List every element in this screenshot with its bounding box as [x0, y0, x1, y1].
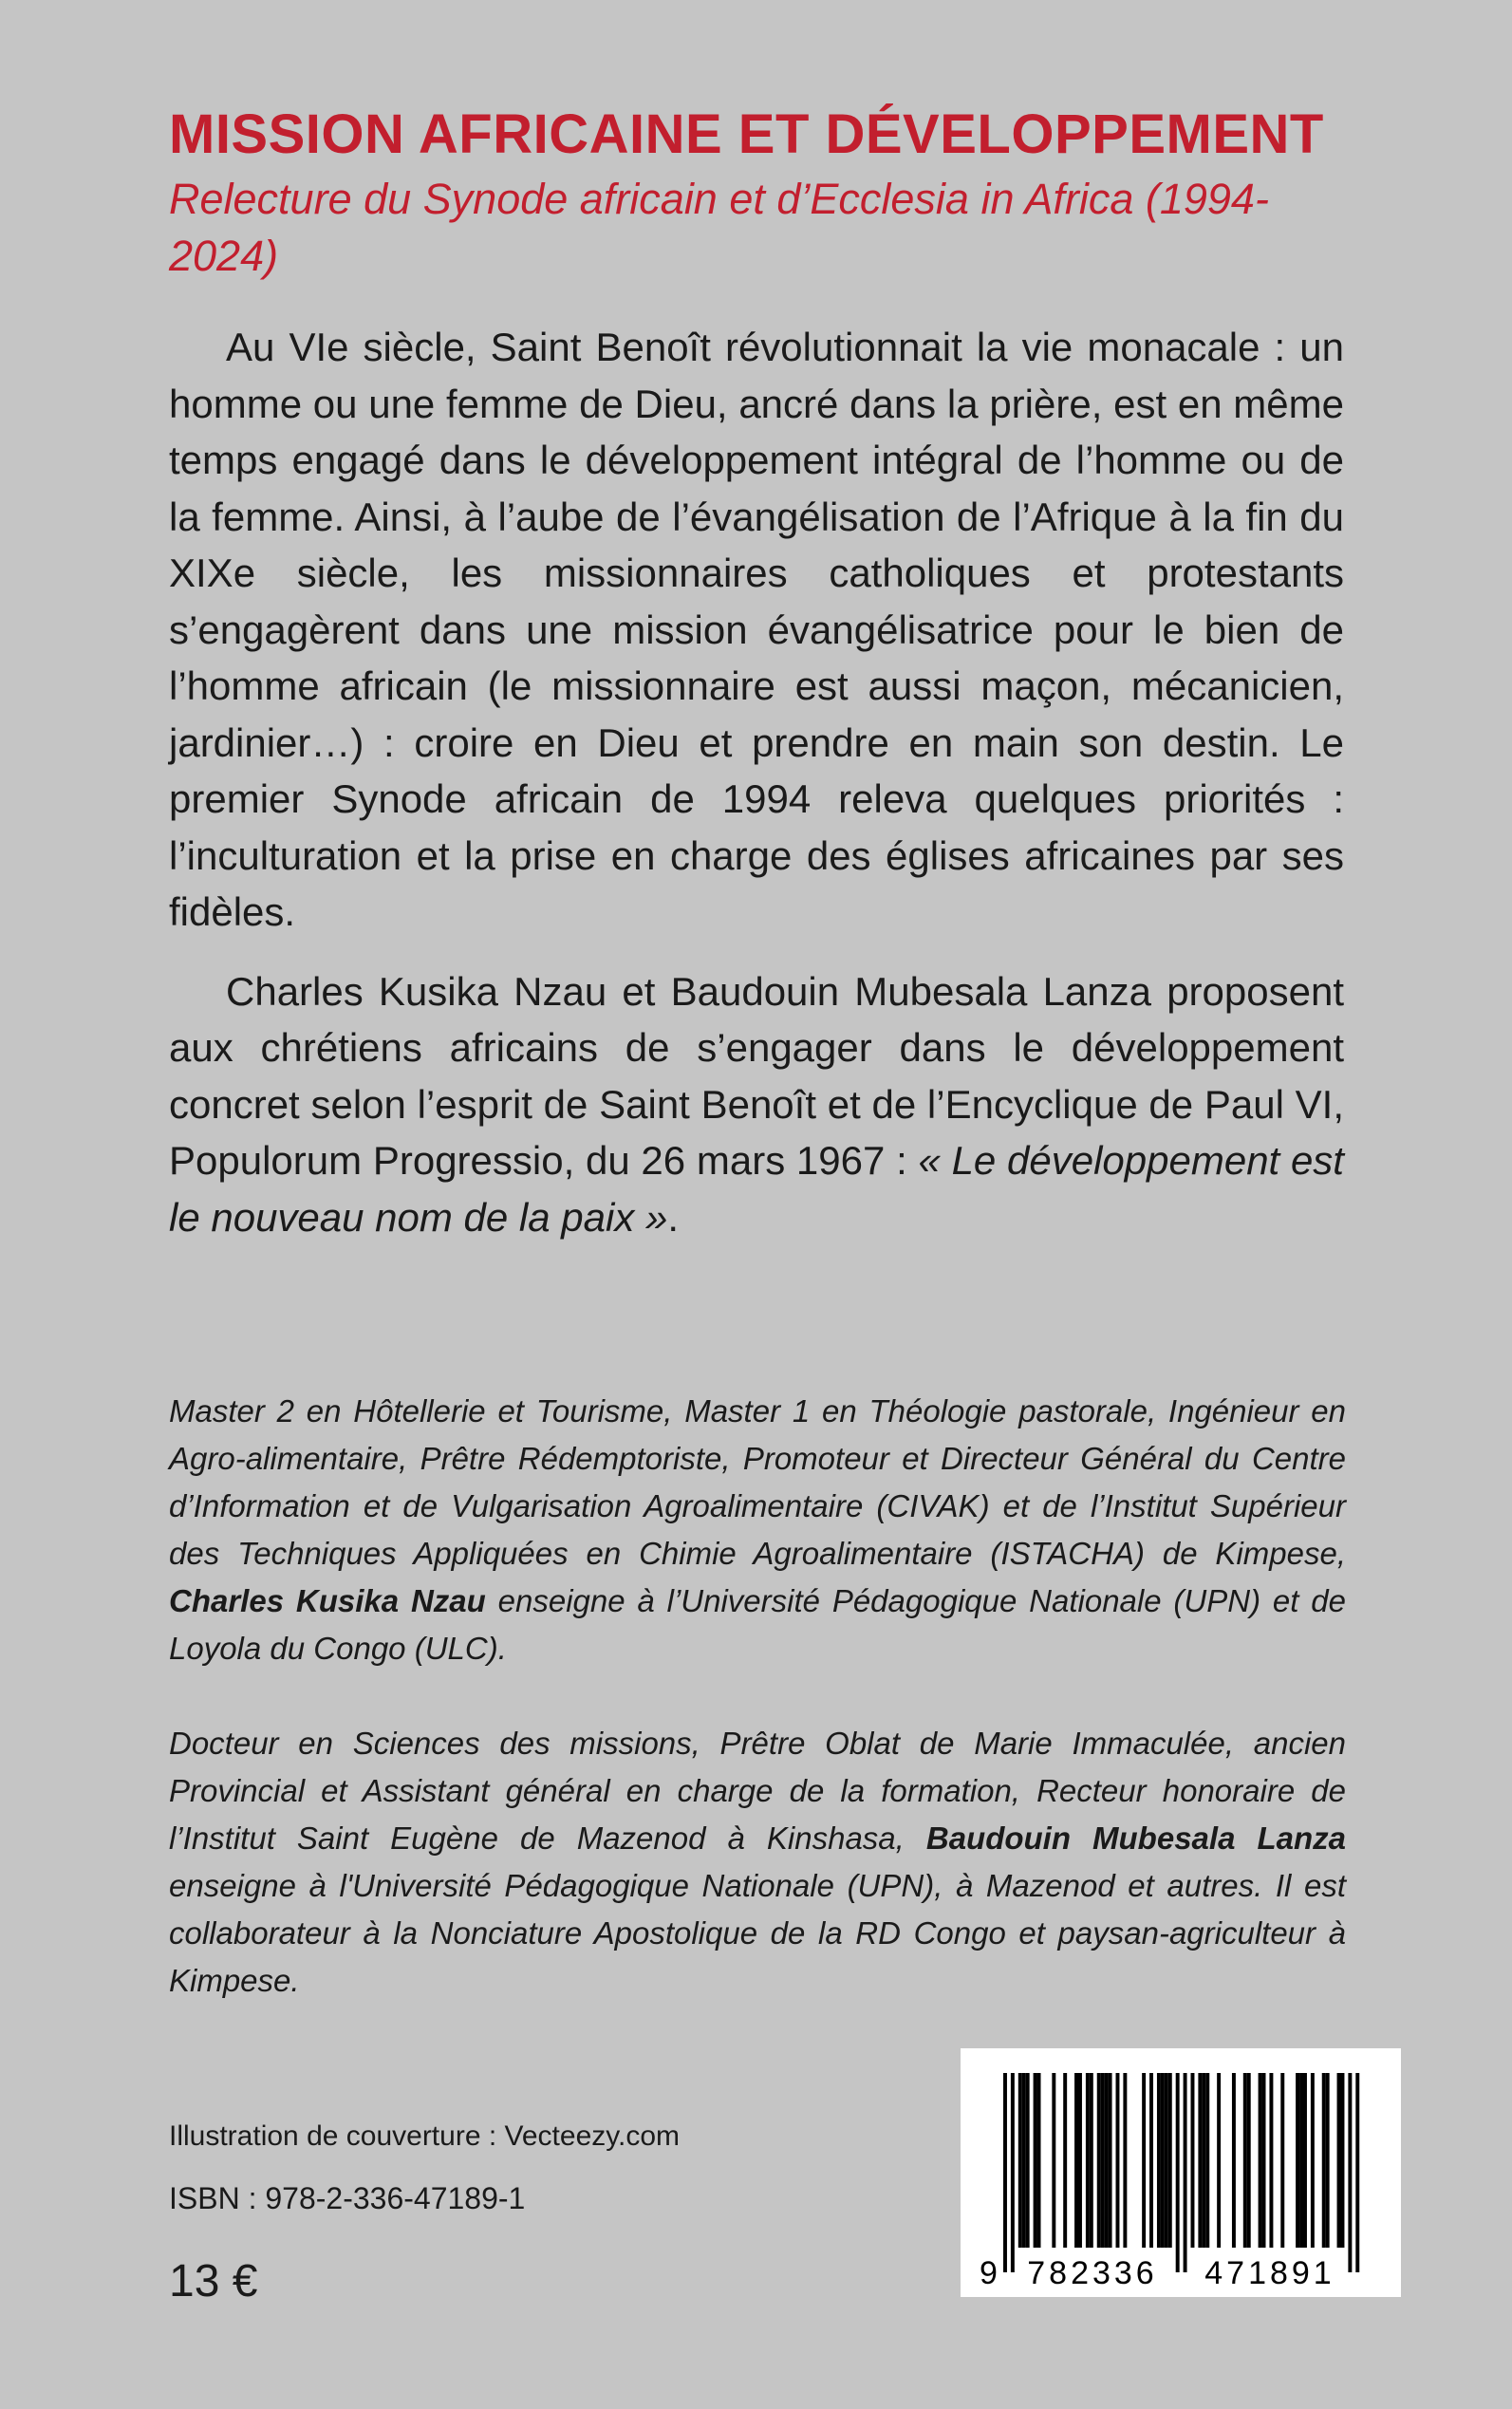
barcode-bar	[1247, 2073, 1251, 2248]
barcode-bar	[1074, 2073, 1078, 2248]
barcode-bar	[1157, 2073, 1161, 2248]
barcode-guard-bar	[1011, 2073, 1015, 2272]
barcode-guard-bar	[1003, 2073, 1007, 2272]
barcode-right-digits: 471891	[1204, 2255, 1335, 2291]
barcode-bar	[1269, 2073, 1273, 2248]
barcode-bar	[1311, 2073, 1315, 2248]
author-name-2: Baudouin Mubesala Lanza	[925, 1821, 1346, 1856]
barcode-guard-bar	[1176, 2073, 1180, 2272]
barcode-bar	[1097, 2073, 1101, 2248]
barcode-bar	[1101, 2073, 1105, 2248]
barcode-bar	[1142, 2073, 1146, 2248]
barcode-bar	[1303, 2073, 1307, 2248]
barcode-bar	[1341, 2073, 1345, 2248]
barcode-left-digits: 782336	[1027, 2255, 1158, 2291]
barcode-bar	[1090, 2073, 1093, 2248]
barcode-guard-bar	[1184, 2073, 1187, 2272]
barcode-bar	[1105, 2073, 1109, 2248]
barcode-first-digit: 9	[980, 2255, 998, 2291]
barcode-bar	[1232, 2073, 1236, 2248]
barcode-bar	[1322, 2073, 1326, 2248]
book-title: MISSION AFRICAINE ET DÉVELOPPEMENT	[169, 103, 1324, 165]
author-name-1: Charles Kusika Nzau	[169, 1583, 486, 1618]
barcode-bar	[1165, 2073, 1168, 2248]
barcode-bar	[1198, 2073, 1202, 2248]
barcode-bar	[1052, 2073, 1055, 2248]
paragraph-2-text: Charles Kusika Nzau et Baudouin Mubesala Lanza proposent aux chrétiens africains de s’engager dans le développement concret selon l’esprit de Saint Benoît et de l’Encyclique de Paul VI, Populorum Progressio, du 26 mars 1967 :	[169, 968, 1344, 1183]
barcode-bar	[1018, 2073, 1022, 2248]
barcode-bar	[1116, 2073, 1120, 2248]
barcode-bar	[1243, 2073, 1247, 2248]
barcode-bar	[1109, 2073, 1112, 2248]
barcode-bar	[1217, 2073, 1221, 2248]
barcode-bar	[1026, 2073, 1030, 2248]
barcode-bars	[1003, 2073, 1359, 2272]
blurb-paragraph-2	[169, 963, 1344, 1246]
illustration-credit: Illustration de couverture : Vecteezy.com	[169, 2120, 681, 2152]
barcode-bar	[1326, 2073, 1330, 2248]
barcode-bar	[1296, 2073, 1299, 2248]
blurb-paragraph-1: Au VIe siècle, Saint Benoît révolutionnait la vie monacale : un homme ou une femme de Dieu, ancré dans la prière, est en même temps engagé dans le développement intégral de l’homme ou de la femme. Ainsi, à l’aube de l’évangélisation de l’Afrique à la fin du XIXe siècle, les missionnaires catholiques et protestants s’engagèrent dans une mission évangélisatrice pour le bien de l’homme africain (le missionnaire est aussi maçon, mécanicien, jardinier…) : croire en Dieu et prendre en main son destin. Le premier Synode africain de 1994 releva quelques priorités : l’inculturation et la prise en charge des églises africaines par ses fidèles.	[169, 325, 1344, 934]
barcode-bar	[1123, 2073, 1127, 2248]
blurb	[169, 319, 1344, 1245]
barcode-bar	[1078, 2073, 1082, 2248]
paragraph-2-end: .	[667, 1194, 680, 1240]
barcode-bar	[1037, 2073, 1041, 2248]
barcode-guard-bar	[1348, 2073, 1352, 2272]
barcode-bar	[1280, 2073, 1284, 2248]
barcode-bar	[1299, 2073, 1303, 2248]
barcode-bar	[1259, 2073, 1262, 2248]
barcode-bar	[1063, 2073, 1067, 2248]
author-bio-2	[169, 1720, 1346, 2005]
isbn: ISBN : 978-2-336-47189-1	[169, 2181, 526, 2215]
barcode-bar	[1022, 2073, 1026, 2248]
quote: « Le développement est le nouveau nom de la paix »	[169, 1138, 1344, 1240]
bio-2-text-end: enseigne à l'Université Pédagogique Nationale (UPN), à Mazenod et autres. Il est collaborateur à la Nonciature Apostolique de la RD Congo et paysan-agriculteur à Kimpese.	[169, 1868, 1346, 1998]
price: 13 €	[169, 2256, 258, 2306]
barcode-bar	[1205, 2073, 1209, 2248]
bio-1-text: Master 2 en Hôtellerie et Tourisme, Master 1 en Théologie pastorale, Ingénieur en Agro-alimentaire, Prêtre Rédemptoriste, Promoteur et Directeur Général du Centre d’Information et de Vulgarisation Agroalimentaire (CIVAK) et de l’Institut Supérieur des Techniques Appliquées en Chimie Agroalimentaire (ISTACHA) de Kimpese,	[169, 1393, 1346, 1571]
author-bio-1	[169, 1388, 1346, 1672]
barcode-bar	[1202, 2073, 1205, 2248]
barcode-bar	[1262, 2073, 1266, 2248]
barcode-guard-bar	[1355, 2073, 1359, 2272]
barcode-bar	[1168, 2073, 1172, 2248]
barcode	[961, 2048, 1401, 2297]
book-subtitle: Relecture du Synode africain et d’Ecclesia in Africa (1994-2024)	[169, 175, 1269, 280]
barcode-bar	[1337, 2073, 1341, 2248]
barcode-bar	[1191, 2073, 1195, 2248]
barcode-graphic	[961, 2048, 1401, 2297]
bio-1-text-end: enseigne à l’Université Pédagogique Nationale (UPN) et de Loyola du Congo (ULC).	[169, 1583, 1346, 1666]
barcode-bar	[1034, 2073, 1037, 2248]
barcode-bar	[1086, 2073, 1090, 2248]
bio-2-text: Docteur en Sciences des missions, Prêtre Oblat de Marie Immaculée, ancien Provincial et Assistant général en charge de la formation, Recteur honoraire de l’Institut Saint Eugène de Mazenod à Kinshasa,	[169, 1726, 1346, 1856]
barcode-bar	[1149, 2073, 1153, 2248]
barcode-bar	[1161, 2073, 1165, 2248]
